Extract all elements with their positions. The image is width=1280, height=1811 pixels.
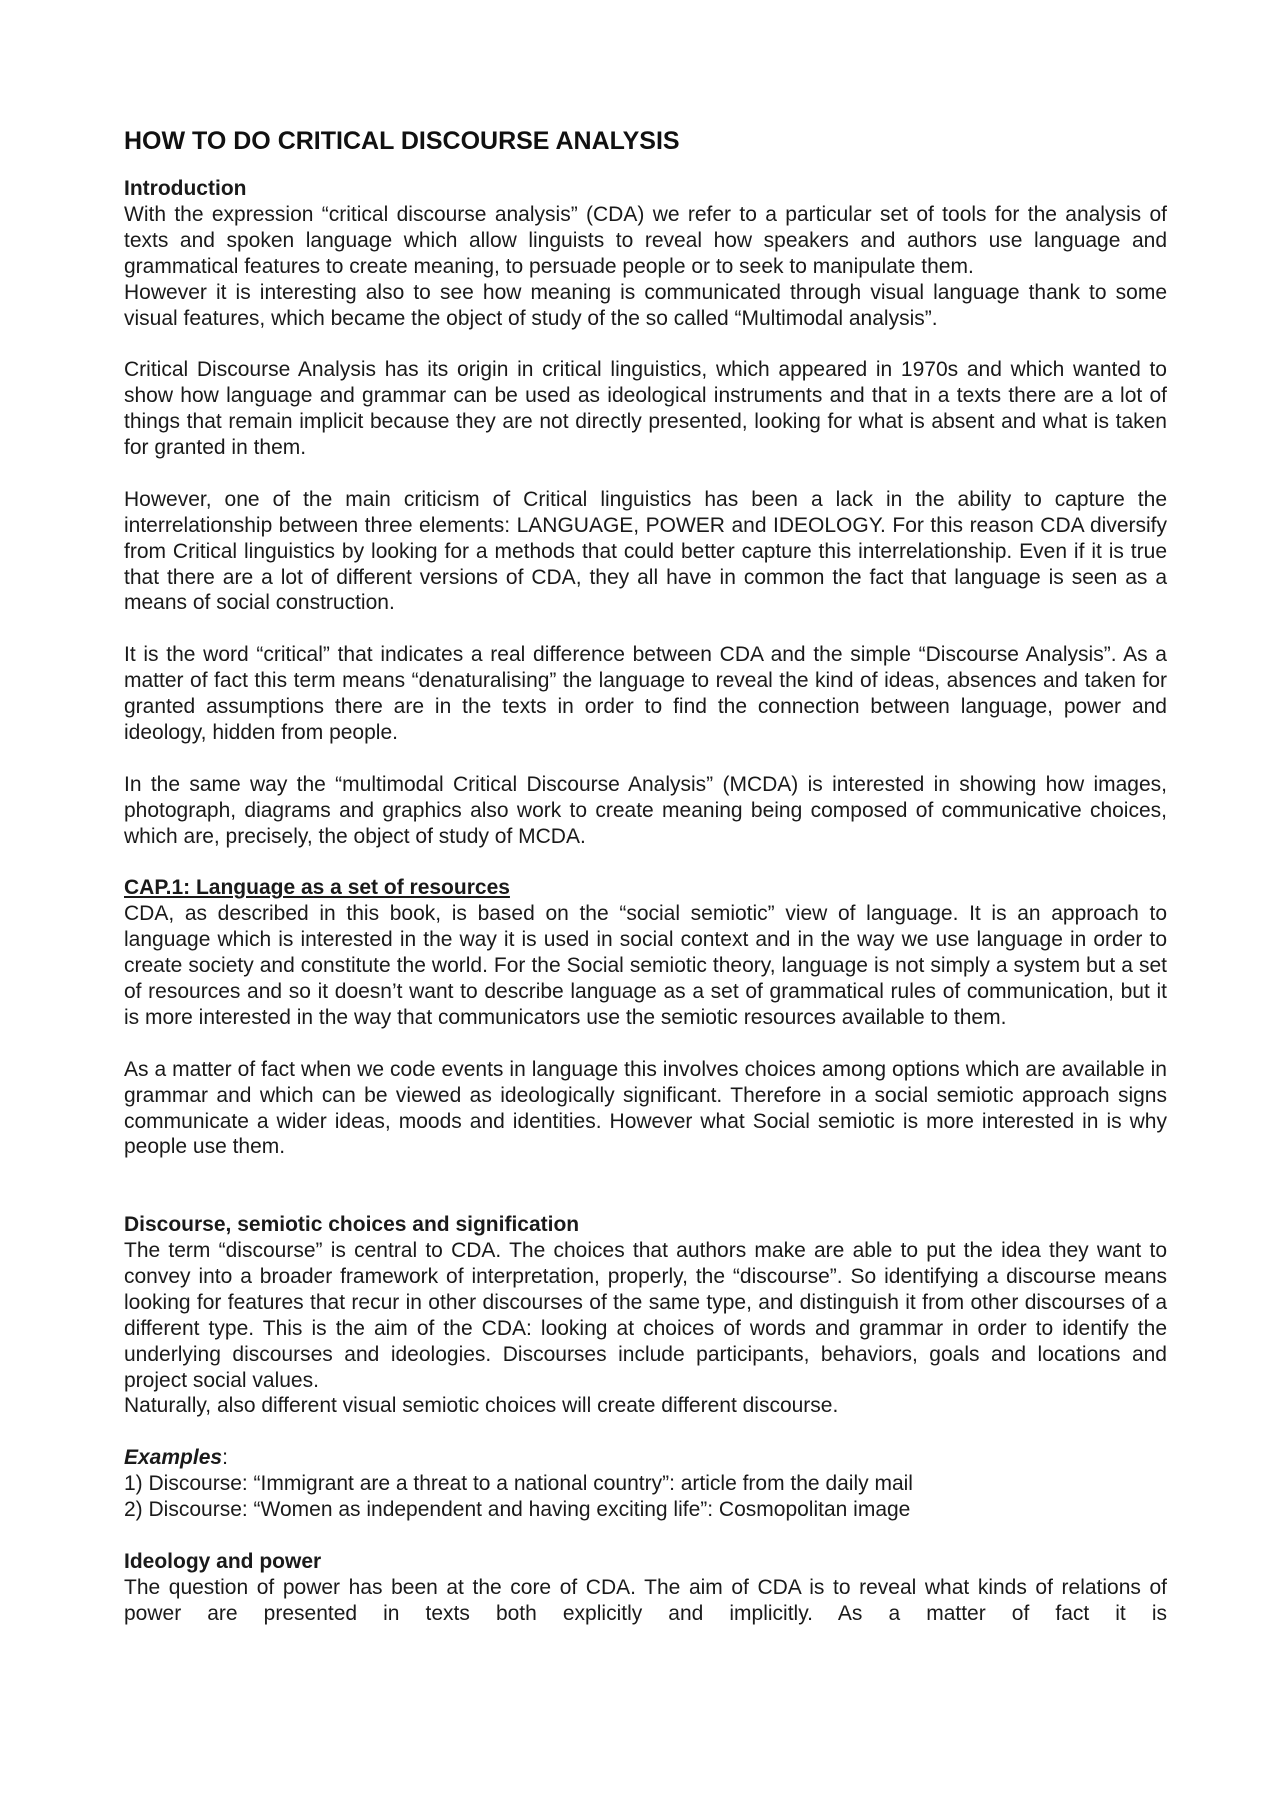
examples-list (124, 1471, 1167, 1523)
examples-heading-line (124, 1445, 1167, 1471)
document-page (124, 126, 1167, 1627)
discourse-paragraph-1: The term “discourse” is central to CDA. The choices that authors make are able to put the idea they want to convey into a broader framework of interpretation, properly, the “discourse”. So identifying a discourse means looking for features that recur in other discourses of the same type, and distinguish it from other discourses of a different type. This is the aim of the CDA: looking at choices of words and grammar in order to identify the underlying discourses and ideologies. Discourses include participants, behaviors, goals and locations and project social values. (124, 1239, 1167, 1392)
chapter-1-paragraph-1: CDA, as described in this book, is based on the “social semiotic” view of language. It is an approach to language which is interested in the way it is used in social context and in the way we use language in order to create society and constitute the world. For the Social semiotic theory, language is not simply a system but a set of resources and so it doesn’t want to describe language as a set of grammatical rules of communication, but it is more interested in the way that communicators use the semiotic resources available to them. (124, 902, 1167, 1029)
introduction-heading: Introduction (124, 177, 247, 200)
chapter-1-paragraph-2: As a matter of fact when we code events in language this involves choices among options which are available in grammar and which can be viewed as ideologically significant. Therefore in a social semiotic approach signs communicate a wider ideas, moods and identities. However what Social semiotic is more interested in is why people use them. (124, 1057, 1167, 1159)
document-title: HOW TO DO CRITICAL DISCOURSE ANALYSIS (124, 127, 680, 155)
intro-paragraph-3: Critical Discourse Analysis has its origin in critical linguistics, which appeared in 1970s and which wanted to show how language and grammar can be used as ideological instruments and that in a texts there are a lot of things that remain implicit because they are not directly presented, looking for what is absent and what is taken for granted in them. (124, 358, 1167, 460)
example-item-2: 2) Discourse: “Women as independent and having exciting life”: Cosmopolitan image (124, 1498, 911, 1522)
examples-colon: : (222, 1446, 228, 1470)
examples-heading: Examples (124, 1446, 223, 1470)
chapter-1-heading: CAP.1: Language as a set of resources (124, 876, 510, 900)
example-item-1: 1) Discourse: “Immigrant are a threat to a national country”: article from the daily mail (124, 1472, 913, 1496)
intro-paragraph-1: With the expression “critical discourse analysis” (CDA) we refer to a particular set of tools for the analysis of texts and spoken language which allow linguists to reveal how speakers and authors use language and grammatical features to create meaning, to persuade people or to seek to manipulate them. (124, 202, 1167, 278)
discourse-heading: Discourse, semiotic choices and signification (124, 1213, 580, 1237)
intro-paragraph-2: However it is interesting also to see how meaning is communicated through visual language thank to some visual features, which became the object of study of the so called “Multimodal analysis”. (124, 280, 1167, 330)
ideology-heading: Ideology and power (124, 1549, 322, 1573)
ideology-paragraph-1: The question of power has been at the core of CDA. The aim of CDA is to reveal what kinds of relations of power are presented in texts both explicitly and implicitly. As a matter of fact it is (124, 1575, 1167, 1625)
intro-paragraph-4: However, one of the main criticism of Critical linguistics has been a lack in the ability to capture the interrelationship between three elements: LANGUAGE, POWER and IDEOLOGY. For this reason CDA diversify from Critical linguistics by looking for a methods that could better capture this interrelationship. Even if it is true that there are a lot of different versions of CDA, they all have in common the fact that language is seen as a means of social construction. (124, 487, 1167, 615)
intro-paragraph-5: It is the word “critical” that indicates a real difference between CDA and the simple “Discourse Analysis”. As a matter of fact this term means “denaturalising” the language to reveal the kind of ideas, absences and taken for granted assumptions there are in the texts in order to find the connection between language, power and ideology, hidden from people. (124, 643, 1167, 744)
intro-paragraph-6: In the same way the “multimodal Critical Discourse Analysis” (MCDA) is interested in showing how images, photograph, diagrams and graphics also work to create meaning being composed of communicative choices, which are, precisely, the object of study of MCDA. (124, 772, 1167, 848)
discourse-paragraph-2: Naturally, also different visual semiotic choices will create different discourse. (124, 1394, 839, 1418)
